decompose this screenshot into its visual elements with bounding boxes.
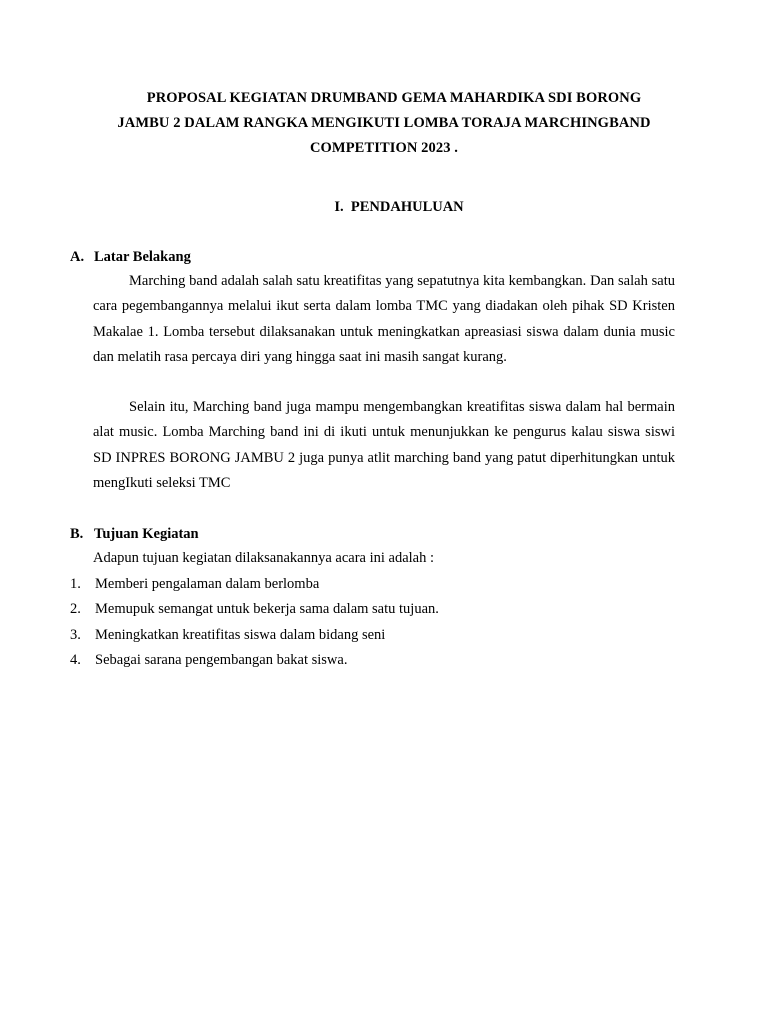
title-line-2: JAMBU 2 DALAM RANGKA MENGIKUTI LOMBA TORAJA MARCHINGBAND: [117, 115, 651, 131]
section-number: I.: [334, 199, 344, 215]
title-line-1: PROPOSAL KEGIATAN DRUMBAND GEMA MAHARDIKA SDI BORONG: [146, 90, 642, 106]
subheading-label: Latar Belakang: [94, 249, 191, 265]
section-heading-pendahuluan: [0, 196, 768, 218]
paragraph-latar-belakang-1: Marching band adalah salah satu kreatifitas yang sepatutnya kita kembangkan. Dan salah satu cara pegembangannya melalui ikut serta dalam lomba TMC yang diadakan oleh pihak SD Kristen Makalae 1. Lomba tersebut dilaksanakan untuk meningkatkan apreasiasi siswa dalam dunia music dan melatih rasa percaya diri yang hingga saat ini masih sangat kurang.: [93, 273, 675, 365]
document-title: [90, 86, 678, 161]
list-number: 3.: [70, 626, 81, 643]
subheading-letter: B.: [70, 526, 84, 542]
list-text: Memberi pengalaman dalam berlomba: [95, 576, 320, 592]
subheading-label: Tujuan Kegiatan: [94, 526, 199, 542]
subheading-letter: A.: [70, 249, 85, 265]
title-line-3: COMPETITION 2023 .: [309, 140, 459, 156]
tujuan-list: [70, 572, 439, 673]
paragraph-latar-belakang-2: Selain itu, Marching band juga mampu mengembangkan kreatifitas siswa dalam hal bermain alat music. Lomba Marching band ini di ikuti untuk menunjukkan ke pengurus kalau siswa siswi SD INPRES BORONG JAMBU 2 juga punya atlit marching band yang patut diperhitungkan untuk mengIkuti seleksi TMC: [93, 399, 675, 491]
list-number: 1.: [70, 576, 81, 592]
list-text: Memupuk semangat untuk bekerja sama dalam satu tujuan.: [95, 601, 439, 618]
list-item: [70, 648, 439, 673]
list-item: [70, 597, 439, 622]
list-text: Meningkatkan kreatifitas siswa dalam bidang seni: [95, 626, 386, 643]
list-number: 4.: [70, 651, 81, 668]
subheading-latar-belakang: [70, 246, 191, 268]
list-number: 2.: [70, 601, 81, 618]
section-label: PENDAHULUAN: [350, 199, 464, 215]
list-text: Sebagai sarana pengembangan bakat siswa.: [95, 651, 348, 668]
list-item: [70, 623, 439, 648]
list-item: [70, 572, 439, 597]
tujuan-intro: Adapun tujuan kegiatan dilaksanakannya acara ini adalah :: [93, 550, 435, 566]
subheading-tujuan-kegiatan: [70, 523, 199, 545]
